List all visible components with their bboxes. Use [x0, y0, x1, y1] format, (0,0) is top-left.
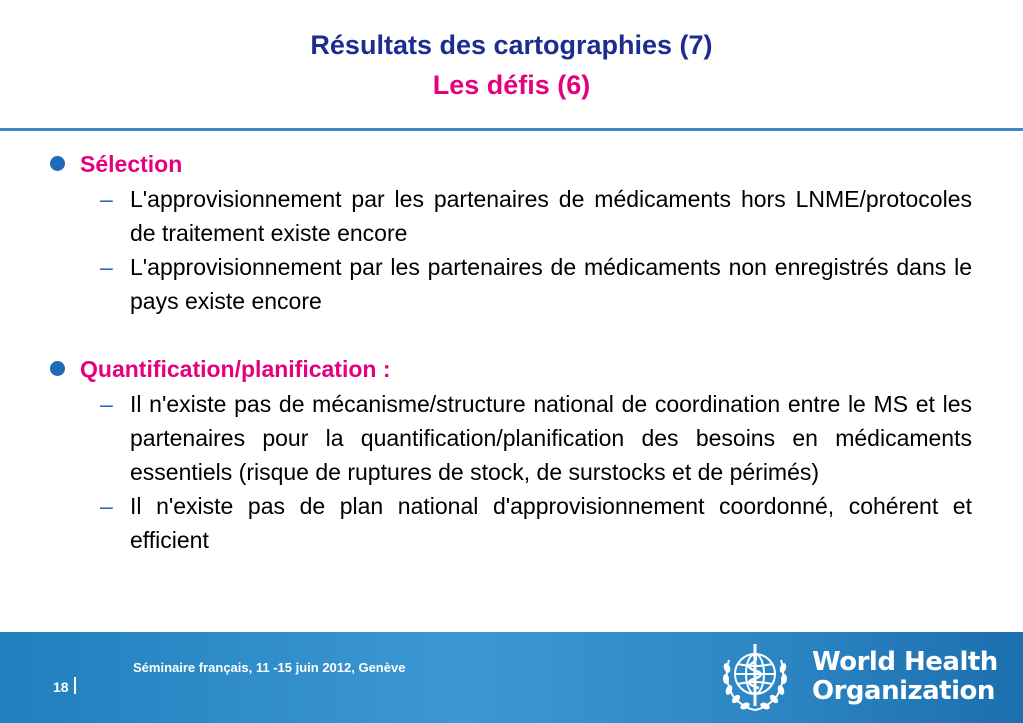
section-selection [50, 146, 972, 318]
section-quantification [50, 351, 972, 557]
bullet-dot-icon [50, 156, 65, 171]
list-item-text: Il n'existe pas de mécanisme/structure national de coordination entre le MS et les partenaires pour la quantification/planification des besoins en médicaments essentiels (risque de ruptures de stock, de surstocks et de périmés) [130, 391, 972, 485]
dash-icon: – [100, 493, 113, 519]
dash-icon: – [100, 391, 113, 417]
org-name-line1: World Health [812, 647, 998, 677]
dash-icon: – [100, 186, 113, 212]
page-number: 18 [53, 679, 69, 695]
list-item-text: L'approvisionnement par les partenaires de médicaments non enregistrés dans le pays existe encore [130, 254, 972, 314]
org-name-line2: Organization [812, 676, 995, 706]
list-item [50, 182, 972, 250]
header-divider [0, 128, 1023, 131]
slide-title: Résultats des cartographies (7) [310, 30, 713, 60]
slide-body [50, 146, 972, 557]
list-item [50, 489, 972, 557]
slide-header [0, 0, 1023, 128]
list-item-text: L'approvisionnement par les partenaires de médicaments hors LNME/protocoles de traitement existe encore [130, 186, 972, 246]
event-caption: Séminaire français, 11 -15 juin 2012, Genève [133, 660, 406, 675]
dash-icon: – [100, 254, 113, 280]
bullet-dot-icon [50, 361, 65, 376]
slide-subtitle: Les défis (6) [432, 70, 591, 100]
section-heading [50, 351, 972, 387]
list-item-text: Il n'existe pas de plan national d'approvisionnement coordonné, cohérent et efficient [130, 493, 972, 553]
list-item [50, 250, 972, 318]
section-heading-text: Sélection [80, 151, 183, 177]
list-item [50, 387, 972, 489]
section-heading [50, 146, 972, 182]
who-wordmark [812, 648, 998, 706]
page-number-separator [74, 677, 76, 694]
who-emblem-icon [715, 638, 795, 718]
section-heading-text: Quantification/planification : [80, 356, 391, 382]
